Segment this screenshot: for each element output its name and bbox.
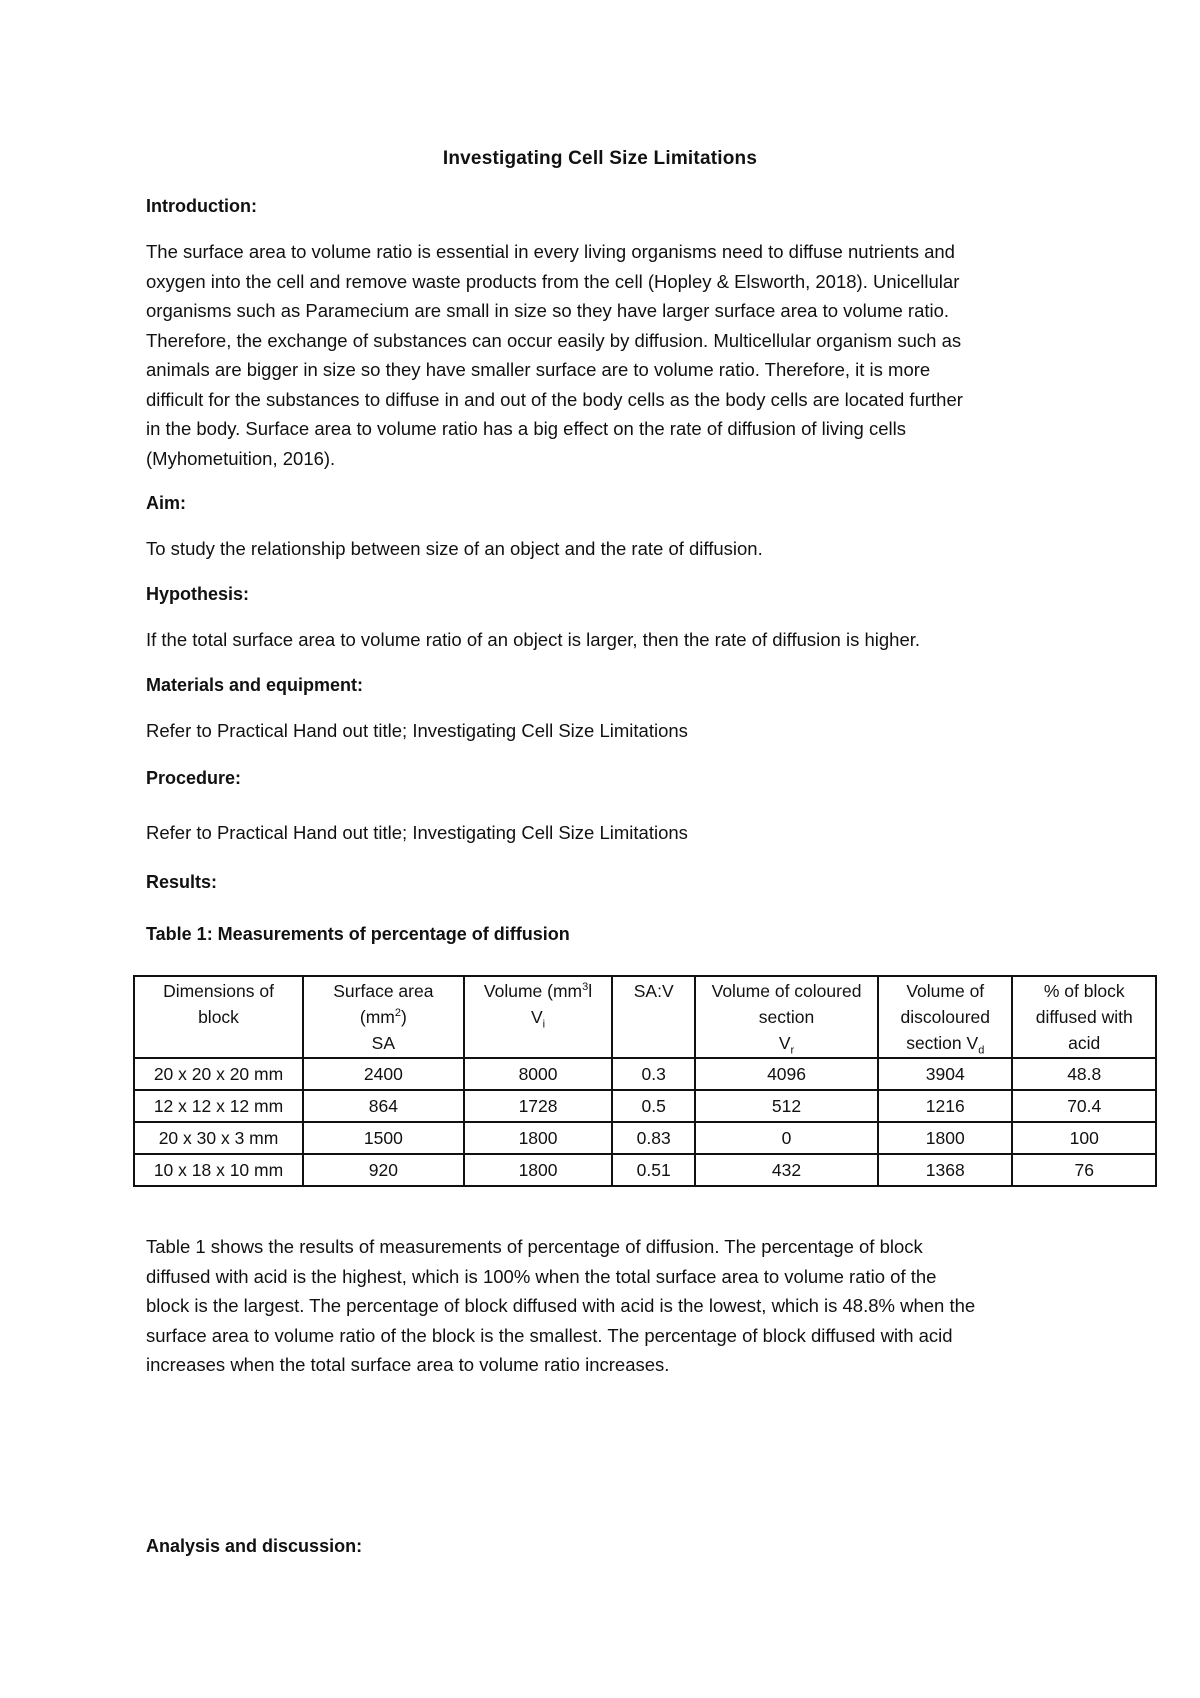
introduction-line: Therefore, the exchange of substances can occur easily by diffusion. Multicellular organism such as <box>146 329 962 351</box>
results-line: Table 1 shows the results of measurements of percentage of diffusion. The percentage of block <box>146 1236 923 1257</box>
header-sa-v: SA:V <box>612 976 695 1058</box>
header-discoloured-volume: Volume of discoloured section $V_d$ <box>878 976 1012 1058</box>
aim-paragraph <box>146 534 1066 564</box>
results-line: diffused with acid is the highest, which is 100% when the total surface area to volume ratio of the <box>146 1265 937 1287</box>
cell-volume: 1800 <box>464 1122 613 1154</box>
hypothesis-paragraph <box>146 625 1066 655</box>
aim-heading: Aim: <box>146 493 186 513</box>
aim-text: To study the relationship between size of an object and the rate of diffusion. <box>146 538 763 559</box>
cell-percent: 100 <box>1012 1122 1156 1154</box>
cell-percent: 76 <box>1012 1154 1156 1186</box>
cell-discoloured: 1368 <box>878 1154 1012 1186</box>
results-table <box>133 975 1157 1187</box>
introduction-line: (Myhometuition, 2016). <box>146 447 336 469</box>
cell-volume: 1800 <box>464 1154 613 1186</box>
cell-volume: 1728 <box>464 1090 613 1122</box>
procedure-heading: Procedure: <box>146 768 242 788</box>
cell-surface-area: 2400 <box>303 1058 464 1090</box>
introduction-paragraph <box>146 237 1066 473</box>
introduction-line: animals are bigger in size so they have smaller surface are to volume ratio. Therefore, it is more <box>146 359 931 380</box>
procedure-paragraph <box>146 818 1066 848</box>
materials-heading: Materials and equipment: <box>146 675 364 695</box>
table-row <box>134 1154 1156 1186</box>
introduction-line: difficult for the substances to diffuse in and out of the body cells as the body cells are located further <box>146 388 963 410</box>
cell-coloured: 512 <box>695 1090 878 1122</box>
cell-percent: 48.8 <box>1012 1058 1156 1090</box>
introduction-line: organisms such as Paramecium are small in size so they have larger surface area to volume ratio. <box>146 300 950 321</box>
cell-coloured: 432 <box>695 1154 878 1186</box>
header-coloured-volume: Volume of coloured section $V_r$ <box>695 976 878 1058</box>
cell-sa-v: 0.51 <box>612 1154 695 1186</box>
header-surface-area: Surface area $(mm^2)$ SA <box>303 976 464 1058</box>
header-dimensions: Dimensions of block <box>134 976 303 1058</box>
table-caption: Table 1: Measurements of percentage of diffusion <box>146 924 570 944</box>
cell-surface-area: 864 <box>303 1090 464 1122</box>
table-header-row <box>134 976 1156 1058</box>
procedure-text: Refer to Practical Hand out title; Investigating Cell Size Limitations <box>146 822 688 843</box>
results-description <box>146 1232 1066 1380</box>
analysis-heading: Analysis and discussion: <box>146 1536 363 1556</box>
table-row <box>134 1122 1156 1154</box>
introduction-line: oxygen into the cell and remove waste products from the cell (Hopley & Elsworth, 2018). Unicellular <box>146 270 960 292</box>
hypothesis-text: If the total surface area to volume ratio of an object is larger, then the rate of diffusion is higher. <box>146 629 921 650</box>
table-row <box>134 1058 1156 1090</box>
introduction-heading: Introduction: <box>146 196 257 216</box>
materials-text: Refer to Practical Hand out title; Investigating Cell Size Limitations <box>146 720 688 741</box>
introduction-line: The surface area to volume ratio is essential in every living organisms need to diffuse nutrients and <box>146 241 955 262</box>
hypothesis-heading: Hypothesis: <box>146 584 250 604</box>
results-line: increases when the total surface area to volume ratio increases. <box>146 1354 670 1375</box>
cell-coloured: 4096 <box>695 1058 878 1090</box>
cell-discoloured: 3904 <box>878 1058 1012 1090</box>
cell-volume: 8000 <box>464 1058 613 1090</box>
cell-surface-area: 920 <box>303 1154 464 1186</box>
cell-dimensions: 20 x 20 x 20 mm <box>134 1058 303 1090</box>
cell-percent: 70.4 <box>1012 1090 1156 1122</box>
header-percent-diffused: % of block diffused with acid <box>1012 976 1156 1058</box>
introduction-line: in the body. Surface area to volume ratio has a big effect on the rate of diffusion of living cells <box>146 418 906 439</box>
results-line: surface area to volume ratio of the block is the smallest. The percentage of block diffused with acid <box>146 1324 953 1346</box>
header-volume: Volume ($mm^3l$ $V_i$ <box>464 976 613 1058</box>
cell-dimensions: 20 x 30 x 3 mm <box>134 1122 303 1154</box>
table-row <box>134 1090 1156 1122</box>
cell-sa-v: 0.83 <box>612 1122 695 1154</box>
document-title: Investigating Cell Size Limitations <box>442 148 758 169</box>
results-line: block is the largest. The percentage of block diffused with acid is the lowest, which is 48.8% when the <box>146 1295 976 1316</box>
cell-surface-area: 1500 <box>303 1122 464 1154</box>
materials-paragraph <box>146 716 1066 746</box>
cell-discoloured: 1216 <box>878 1090 1012 1122</box>
cell-sa-v: 0.3 <box>612 1058 695 1090</box>
cell-dimensions: 12 x 12 x 12 mm <box>134 1090 303 1122</box>
cell-dimensions: 10 x 18 x 10 mm <box>134 1154 303 1186</box>
cell-coloured: 0 <box>695 1122 878 1154</box>
results-heading: Results: <box>146 872 218 892</box>
cell-discoloured: 1800 <box>878 1122 1012 1154</box>
cell-sa-v: 0.5 <box>612 1090 695 1122</box>
